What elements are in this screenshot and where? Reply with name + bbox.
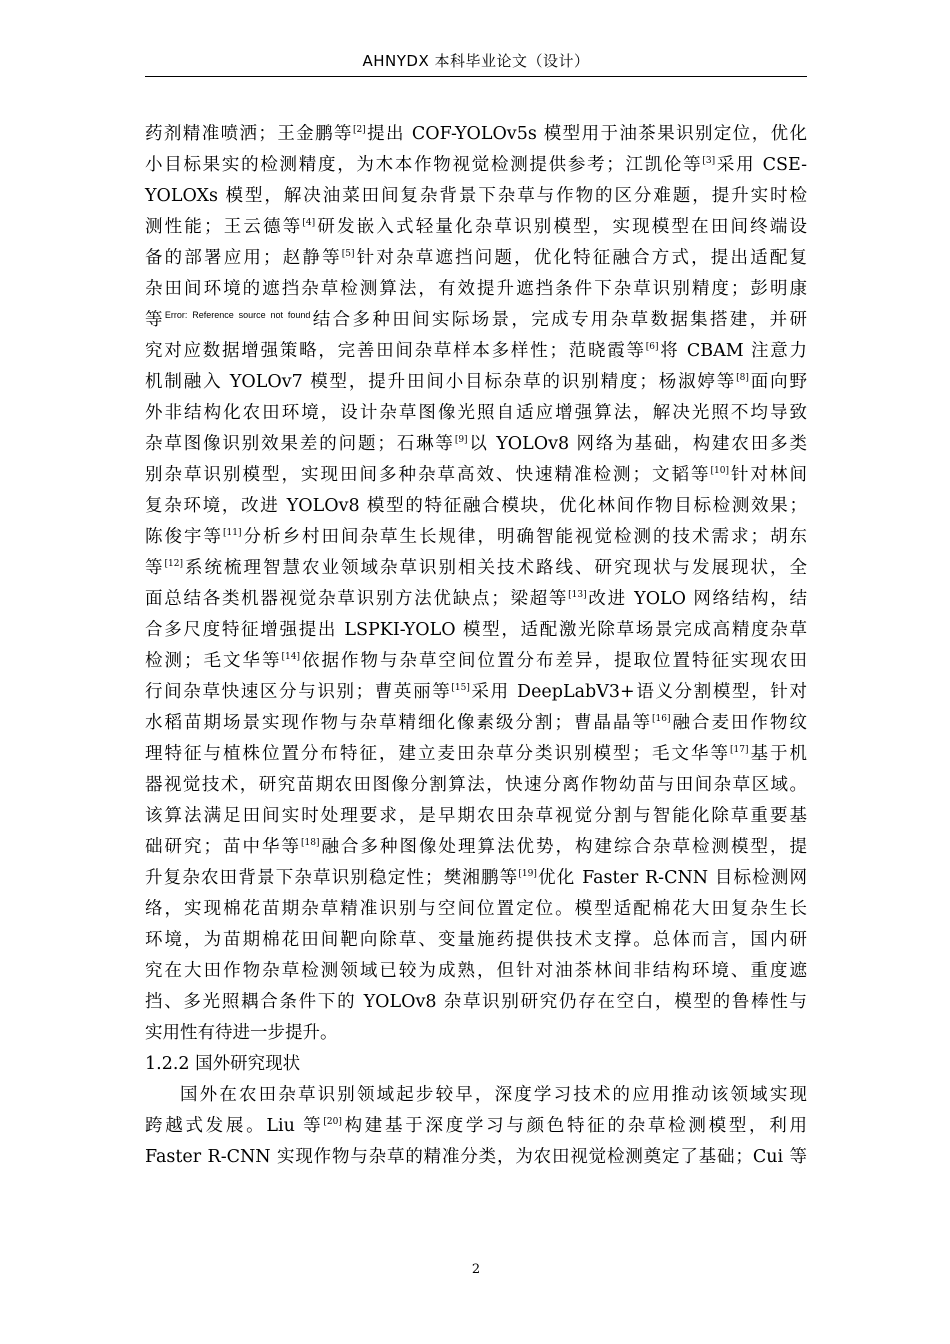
- header-rule: [145, 76, 807, 77]
- text-line: [145, 305, 807, 336]
- text-line: [145, 770, 807, 801]
- citation-marker: [4]: [302, 218, 316, 228]
- citation-marker: [16]: [652, 714, 671, 724]
- citation-marker: [18]: [301, 838, 320, 848]
- text-line: [145, 615, 807, 646]
- text-run: 升复杂农田背景下杂草识别稳定性；樊湘鹏等: [145, 868, 519, 888]
- text-run: 外非结构化农田环境，设计杂草图像光照自适应增强算法，解决光照不均导致: [145, 403, 807, 423]
- text-line: [145, 367, 807, 398]
- text-line: [145, 801, 807, 832]
- text-line: [145, 212, 807, 243]
- text-line: [145, 987, 807, 1018]
- citation-marker: [3]: [702, 156, 716, 166]
- paragraph-domestic-research: [145, 119, 807, 1049]
- text-line: [145, 119, 807, 150]
- text-run: 针对杂草遮挡问题，优化特征融合方式，提出适配复: [354, 248, 808, 268]
- running-header: AHNYDX 本科毕业论文（设计）: [362, 52, 590, 70]
- citation-marker: [10]: [710, 466, 729, 476]
- body-text: [145, 119, 807, 1173]
- text-line: [145, 150, 807, 181]
- text-run: 究对应数据增强策略，完善田间杂草样本多样性；范晓霞等: [145, 341, 646, 361]
- text-run: 陈俊宇等: [145, 527, 224, 547]
- text-line: [145, 553, 807, 584]
- text-run: 理特征与植株位置分布特征，建立麦田杂草分类识别模型；毛文华等: [145, 744, 731, 764]
- text-run: 备的部署应用；赵静等: [145, 248, 342, 268]
- text-line: [145, 522, 807, 553]
- text-run: 实用性有待进一步提升。: [145, 1023, 338, 1043]
- text-run: 研发嵌入式轻量化杂草识别模型，实现模型在田间终端设: [315, 217, 808, 237]
- text-run: 合多尺度特征增强提出 LSPKI-YOLO 模型，适配激光除草场景完成高精度杂草: [145, 620, 807, 640]
- text-line: [145, 429, 807, 460]
- citation-marker: [13]: [568, 590, 587, 600]
- text-run: 基于机: [748, 744, 808, 764]
- text-run: 测性能；王云德等: [145, 217, 303, 237]
- text-run: 将 CBAM 注意力: [658, 341, 808, 361]
- text-run: 络，实现棉花苗期杂草精准识别与空间位置定位。模型适配棉花大田复杂生长: [145, 899, 807, 919]
- text-line: [145, 925, 807, 956]
- text-run: 结合多种田间实际场景，完成专用杂草数据集搭建，并研: [310, 310, 808, 330]
- text-run: 融合多种图像处理算法优势，构建综合杂草检测模型，提: [319, 837, 808, 857]
- text-run: 杂田间环境的遮挡杂草检测算法，有效提升遮挡条件下杂草识别精度；彭明康: [145, 279, 807, 299]
- text-run: 水稻苗期场景实现作物与杂草精细化像素级分割；曹晶晶等: [145, 713, 653, 733]
- text-run: 器视觉技术，研究苗期农田图像分割算法，快速分离作物幼苗与田间杂草区域。: [145, 775, 807, 795]
- text-run: 础研究；苗中华等: [145, 837, 302, 857]
- text-run: 跨越式发展。Liu 等: [145, 1116, 324, 1136]
- citation-marker: [15]: [451, 683, 470, 693]
- text-line: [145, 1018, 807, 1049]
- text-line: [145, 956, 807, 987]
- citation-marker: [11]: [223, 528, 242, 538]
- text-line: [145, 708, 807, 739]
- text-line: [145, 863, 807, 894]
- text-line: [145, 460, 807, 491]
- text-run: 究在大田作物杂草检测领域已较为成熟，但针对油茶林间非结构环境、重度遮: [145, 961, 807, 981]
- text-run: 小目标果实的检测精度，为木本作物视觉检测提供参考；江凯伦等: [145, 155, 703, 175]
- citation-marker: [9]: [454, 435, 468, 445]
- text-run: 机制融入 YOLOv7 模型，提升田间小目标杂草的识别精度；杨淑婷等: [145, 372, 737, 392]
- text-run: 采用 DeepLabV3+语义分割模型，针对: [469, 682, 808, 702]
- citation-marker: [14]: [281, 652, 300, 662]
- text-run: 杂草图像识别效果差的问题；石琳等: [145, 434, 455, 454]
- section-heading: 1.2.2 国外研究现状: [145, 1054, 301, 1074]
- text-line: [145, 584, 807, 615]
- text-run: 别杂草识别模型，实现田间多种杂草高效、快速精准检测；文韬等: [145, 465, 711, 485]
- citation-marker: [5]: [341, 249, 355, 259]
- text-run: 提出 COF-YOLOv5s 模型用于油茶果识别定位，优化: [365, 124, 808, 144]
- text-run: 挡、多光照耦合条件下的 YOLOv8 杂草识别研究仍存在空白，模型的鲁棒性与: [145, 992, 807, 1012]
- paragraph-foreign-research: [145, 1080, 807, 1173]
- text-run: 以 YOLOv8 网络为基础，构建农田多类: [467, 434, 808, 454]
- citation-marker: [2]: [352, 125, 366, 135]
- text-line: [145, 181, 807, 212]
- citation-marker: [17]: [730, 745, 749, 755]
- text-run: 行间杂草快速区分与识别；曹英丽等: [145, 682, 452, 702]
- text-run: Faster R-CNN 实现作物与杂草的精准分类，为农田视觉检测奠定了基础；Cui 等: [145, 1147, 807, 1167]
- text-run: 针对林间: [729, 465, 808, 485]
- text-run: 药剂精准喷洒；王金鹏等: [145, 124, 353, 144]
- citation-marker: [8]: [736, 373, 749, 383]
- text-run: 检测；毛文华等: [145, 651, 282, 671]
- text-run: 优化 Faster R-CNN 目标检测网: [536, 868, 808, 888]
- text-run: 等: [145, 310, 165, 330]
- text-run: 等: [145, 558, 165, 578]
- text-line: [145, 274, 807, 305]
- text-line: [145, 677, 807, 708]
- text-line: [145, 739, 807, 770]
- text-line: [145, 243, 807, 274]
- text-run: 分析乡村田间杂草生长规律，明确智能视觉检测的技术需求；胡东: [241, 527, 808, 547]
- text-line: [145, 1142, 807, 1173]
- text-run: 融合麦田作物纹: [670, 713, 808, 733]
- text-run: 构建基于深度学习与颜色特征的杂草检测模型，利用: [341, 1116, 808, 1136]
- text-run: 系统梳理智慧农业领域杂草识别相关技术路线、研究现状与发展现状，全: [183, 558, 808, 578]
- text-run: 面向野: [748, 372, 808, 392]
- text-run: 该算法满足田间实时处理要求，是早期农田杂草视觉分割与智能化除草重要基: [145, 806, 807, 826]
- text-run: 依据作物与杂草空间位置分布差异，提取位置特征实现农田: [300, 651, 808, 671]
- text-line: [145, 646, 807, 677]
- text-line: [145, 398, 807, 429]
- text-run: 复杂环境，改进 YOLOv8 模型的特征融合模块，优化林间作物目标检测效果；: [145, 496, 807, 516]
- text-run: 采用 CSE-: [715, 155, 807, 175]
- text-line: [145, 894, 807, 925]
- text-line: [145, 832, 807, 863]
- text-run: 环境，为苗期棉花田间靶向除草、变量施药提供技术支撑。总体而言，国内研: [145, 930, 807, 950]
- text-run: YOLOXs 模型，解决油菜田间复杂背景下杂草与作物的区分难题，提升实时检: [145, 186, 807, 206]
- broken-reference: Error: Reference source not found: [164, 310, 311, 320]
- citation-marker: [20]: [323, 1117, 342, 1127]
- text-line: [145, 491, 807, 522]
- citation-marker: [6]: [645, 342, 659, 352]
- text-line: [145, 1111, 807, 1142]
- text-run: 改进 YOLO 网络结构，结: [586, 589, 807, 609]
- text-run: 国外在农田杂草识别领域起步较早，深度学习技术的应用推动该领域实现: [180, 1085, 807, 1105]
- text-line: [145, 1080, 807, 1111]
- citation-marker: [19]: [518, 869, 537, 879]
- page-number: 2: [471, 1262, 481, 1277]
- citation-marker: [12]: [164, 559, 183, 569]
- text-line: [145, 336, 807, 367]
- text-run: 面总结各类机器视觉杂草识别方法优缺点；梁超等: [145, 589, 569, 609]
